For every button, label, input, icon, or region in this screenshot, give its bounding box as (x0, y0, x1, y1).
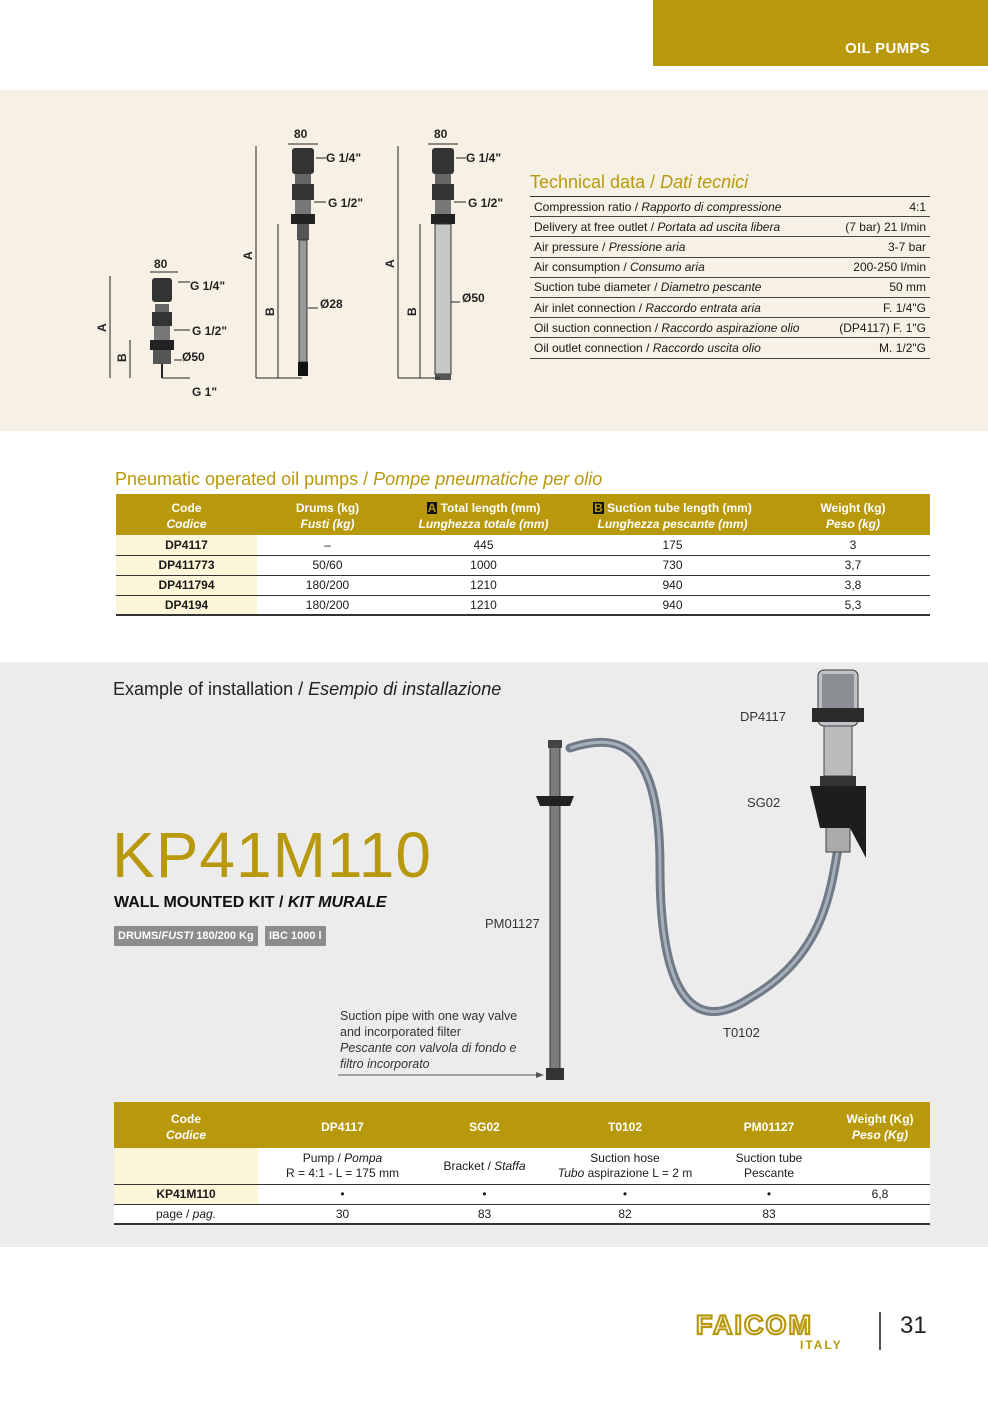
large-port2-label: G 1/2" (468, 196, 504, 210)
label-suction-tube: PM01127 (485, 916, 540, 931)
pump-weight: 3,8 (776, 575, 930, 595)
tech-value: 3-7 bar (827, 237, 930, 257)
kit-page-weight (830, 1204, 930, 1224)
pump-total-length: 1210 (398, 595, 569, 615)
tech-param: Oil suction connection / Raccordo aspirazione olio (530, 318, 827, 338)
tech-param: Suction tube diameter / Diametro pescante (530, 277, 827, 297)
suction-pipe-note: Suction pipe with one way valve and incorporated filter Pescante con valvola di fondo e filtro incorporato (340, 1009, 518, 1071)
tech-row (530, 257, 930, 277)
large-dim-b: B (405, 307, 419, 316)
small-width-label: 80 (154, 257, 168, 271)
section-tab (653, 0, 988, 66)
small-bottom-label: G 1" (192, 385, 218, 399)
kit-col-code: Code Codice (114, 1102, 258, 1148)
pump-code: DP411773 (116, 555, 257, 575)
tech-param: Delivery at free outlet / Portata ad uscita libera (530, 217, 827, 237)
pumps-col-total: A Total length (mm) Lunghezza totale (mm) (398, 494, 569, 535)
footer-divider (879, 1312, 881, 1350)
kit-desc-bracket: Bracket / Staffa (427, 1148, 542, 1184)
kit-desc-weight (830, 1148, 930, 1184)
small-port1-label: G 1/4" (190, 279, 226, 293)
pump-suction-length: 730 (569, 555, 776, 575)
section-tab-label: OIL PUMPS (845, 40, 930, 57)
tech-value: 200-250 l/min (827, 257, 930, 277)
kit-row-pump: • (258, 1184, 427, 1204)
tech-row (530, 297, 930, 317)
table-row (116, 575, 930, 595)
pump-suction-length: 940 (569, 595, 776, 615)
pump-code: DP4194 (116, 595, 257, 615)
tech-value: M. 1/2"G (827, 338, 930, 358)
pump-drums: – (257, 535, 398, 555)
pumps-col-weight: Weight (kg) Peso (kg) (776, 494, 930, 535)
installation-title: Example of installation / Esempio di installazione (113, 679, 502, 699)
tech-row (530, 318, 930, 338)
tech-param: Air inlet connection / Raccordo entrata aria (530, 297, 827, 317)
pumps-table-title: Pneumatic operated oil pumps / Pompe pneumatiche per olio (115, 469, 603, 489)
pumps-col-code: Code Codice (116, 494, 257, 535)
pump-drums: 180/200 (257, 595, 398, 615)
kit-desc-pump: Pump / Pompa R = 4:1 - L = 175 mm (258, 1148, 427, 1184)
label-hose: T0102 (723, 1025, 760, 1040)
pump-weight: 5,3 (776, 595, 930, 615)
pump-code: DP4117 (116, 535, 257, 555)
kit-row-weight: 6,8 (830, 1184, 930, 1204)
label-bracket: SG02 (747, 795, 781, 810)
svg-text:ITALY: ITALY (800, 1338, 843, 1352)
large-pump-drawing (383, 127, 503, 380)
pump-drums: 180/200 (257, 575, 398, 595)
pump-total-length: 1210 (398, 575, 569, 595)
small-dim-b: B (115, 353, 129, 362)
pump-total-length: 1000 (398, 555, 569, 575)
page-number: 31 (900, 1312, 927, 1339)
drums-badge: DRUMS/FUSTI 180/200 Kg (114, 926, 258, 946)
kit-row-bracket: • (427, 1184, 542, 1204)
tech-value: F. 1/4"G (827, 297, 930, 317)
pumps-col-suction: B Suction tube length (mm) Lunghezza pescante (mm) (569, 494, 776, 535)
medium-port1-label: G 1/4" (326, 151, 362, 165)
kit-page-tube: 83 (708, 1204, 830, 1224)
kit-page-row (114, 1204, 930, 1224)
faicom-logo (696, 1310, 858, 1352)
ibc-badge: IBC 1000 l (265, 926, 326, 946)
tech-row (530, 277, 930, 297)
large-width-label: 80 (434, 127, 448, 141)
tech-row (530, 197, 930, 217)
kit-page-bracket: 83 (427, 1204, 542, 1224)
tech-row (530, 237, 930, 257)
tech-param: Air consumption / Consumo aria (530, 257, 827, 277)
pump-suction-length: 175 (569, 535, 776, 555)
pump-weight: 3,7 (776, 555, 930, 575)
medium-width-label: 80 (294, 127, 308, 141)
kit-desc-hose: Suction hose Tubo aspirazione L = 2 m (542, 1148, 708, 1184)
technical-data-title: Technical data / Dati tecnici (530, 172, 749, 192)
installation-illustration (520, 668, 880, 1088)
tech-value: 4:1 (827, 197, 930, 217)
tech-param: Oil outlet connection / Raccordo uscita olio (530, 338, 827, 358)
large-dim-a: A (383, 259, 397, 268)
medium-dia-label: Ø28 (320, 297, 343, 311)
pump-dimension-drawings (90, 120, 530, 410)
kit-desc-row (114, 1148, 930, 1184)
small-dia-label: Ø50 (182, 350, 205, 364)
medium-dim-b: B (263, 307, 277, 316)
table-row (116, 535, 930, 555)
pump-suction-length: 940 (569, 575, 776, 595)
kit-col-bracket: SG02 (427, 1102, 542, 1148)
kit-name: WALL MOUNTED KIT / KIT MURALE (114, 894, 387, 911)
small-dim-a: A (95, 323, 109, 332)
tech-value: (7 bar) 21 l/min (827, 217, 930, 237)
tech-value: 50 mm (827, 277, 930, 297)
kit-col-hose: T0102 (542, 1102, 708, 1148)
kit-desc-tube: Suction tube Pescante (708, 1148, 830, 1184)
tech-value: (DP4117) F. 1"G (827, 318, 930, 338)
pump-code: DP411794 (116, 575, 257, 595)
kit-table (114, 1102, 930, 1225)
large-port1-label: G 1/4" (466, 151, 502, 165)
medium-dim-a: A (241, 251, 255, 260)
small-pump-drawing (95, 257, 227, 399)
kit-col-pump: DP4117 (258, 1102, 427, 1148)
kit-code-heading: KP41M110 (112, 819, 432, 891)
label-pump: DP4117 (740, 709, 787, 724)
table-row (116, 595, 930, 615)
note-pointer (338, 1072, 548, 1080)
large-dia-label: Ø50 (462, 291, 485, 305)
pump-drums: 50/60 (257, 555, 398, 575)
kit-row-code: KP41M110 (114, 1184, 258, 1204)
small-port2-label: G 1/2" (192, 324, 228, 338)
kit-row (114, 1184, 930, 1204)
tech-param: Compression ratio / Rapporto di compressione (530, 197, 827, 217)
tech-row (530, 217, 930, 237)
pumps-col-drums: Drums (kg) Fusti (kg) (257, 494, 398, 535)
svg-text:FAICOM: FAICOM (696, 1310, 813, 1340)
kit-col-tube: PM01127 (708, 1102, 830, 1148)
technical-data-table (530, 196, 930, 359)
medium-pump-drawing (241, 127, 363, 378)
tech-row (530, 338, 930, 358)
kit-row-tube: • (708, 1184, 830, 1204)
kit-col-weight: Weight (Kg) Peso (Kg) (830, 1102, 930, 1148)
kit-page-label: page / pag. (114, 1204, 258, 1224)
kit-desc-empty (114, 1148, 258, 1184)
pumps-table (116, 494, 930, 616)
pump-total-length: 445 (398, 535, 569, 555)
kit-page-pump: 30 (258, 1204, 427, 1224)
table-row (116, 555, 930, 575)
kit-page-hose: 82 (542, 1204, 708, 1224)
medium-port2-label: G 1/2" (328, 196, 364, 210)
kit-row-hose: • (542, 1184, 708, 1204)
tech-param: Air pressure / Pressione aria (530, 237, 827, 257)
pump-weight: 3 (776, 535, 930, 555)
